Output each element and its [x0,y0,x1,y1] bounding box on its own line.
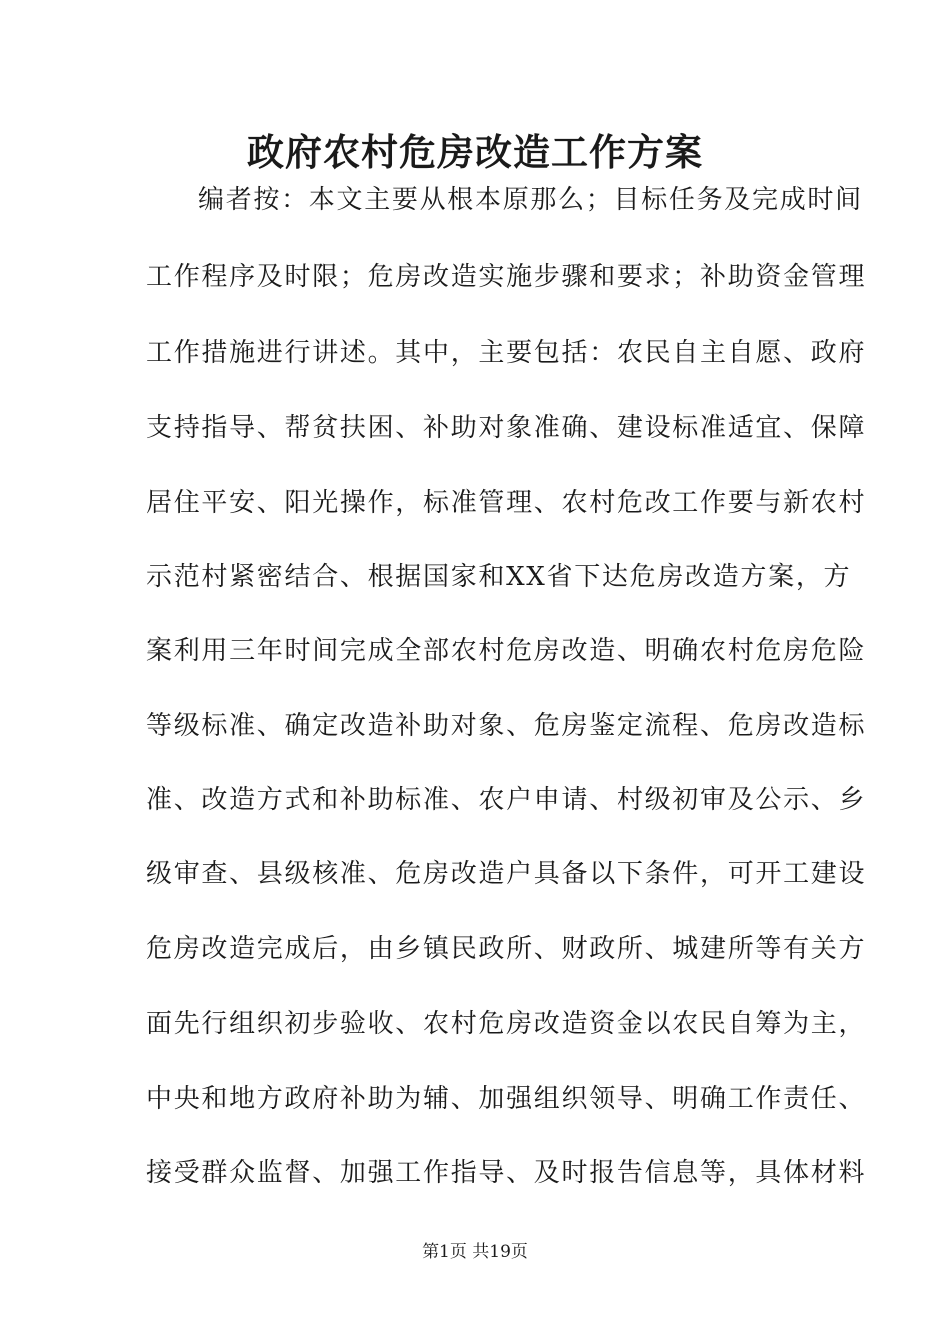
body-line: 工作措施进行讲述。其中，主要包括：农民自主自愿、政府 [146,338,867,368]
body-line: 编者按：本文主要从根本原那么；目标任务及完成时间 [198,185,863,215]
body-line: 示范村紧密结合、根据国家和XX省下达危房改造方案，方 [146,562,852,592]
body-line: 危房改造完成后，由乡镇民政所、财政所、城建所等有关方 [146,934,867,964]
body-line: 准、改造方式和补助标准、农户申请、村级初审及公示、乡 [146,785,867,815]
body-line: 中央和地方政府补助为辅、加强组织领导、明确工作责任、 [146,1084,867,1114]
body-line: 居住平安、阳光操作，标准管理、农村危改工作要与新农村 [146,488,867,518]
page-number-footer: 第1页 共19页 [422,1242,528,1262]
body-line: 面先行组织初步验收、农村危房改造资金以农民自筹为主， [146,1009,867,1039]
body-line: 工作程序及时限；危房改造实施步骤和要求；补助资金管理 [146,262,867,292]
body-line: 支持指导、帮贫扶困、补助对象准确、建设标准适宜、保障 [146,413,867,443]
body-line: 接受群众监督、加强工作指导、及时报告信息等，具体材料 [146,1158,867,1188]
body-line: 等级标准、确定改造补助对象、危房鉴定流程、危房改造标 [146,711,867,741]
body-line: 级审查、县级核准、危房改造户具备以下条件，可开工建设 [146,859,867,889]
document-title: 政府农村危房改造工作方案 [247,130,703,174]
body-line: 案利用三年时间完成全部农村危房改造、明确农村危房危险 [146,636,867,666]
